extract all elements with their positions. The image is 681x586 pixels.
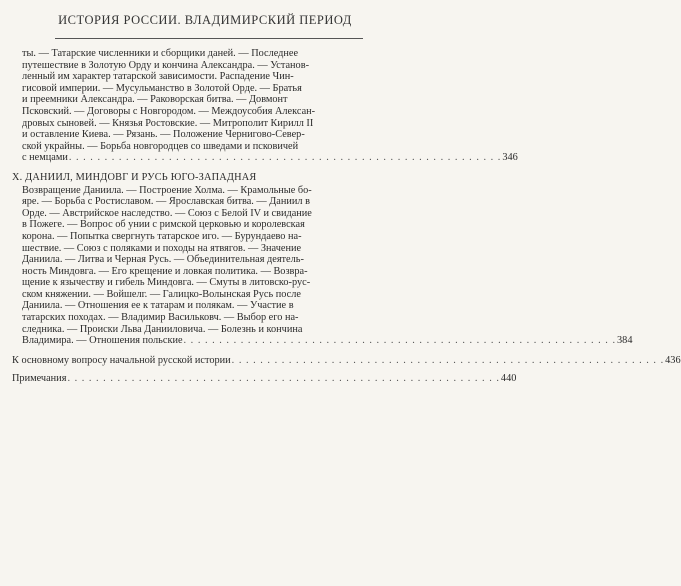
summary-last-line bbox=[22, 335, 633, 347]
entry-title: К основному вопросу начальной русской истории bbox=[12, 354, 231, 366]
dot-leader: . . . . . . . . . . . . . . . . . . . . . . . . . . . . . . . . . . . . . . . . . . . . . . . . . . . . . . . . . . . . . bbox=[68, 152, 502, 164]
entry-title: Примечания bbox=[12, 373, 67, 385]
running-header: ИСТОРИЯ РОССИИ. ВЛАДИМИРСКИЙ ПЕРИОД bbox=[58, 13, 352, 27]
summary-line: Псковский. — Договоры с Новгородом. — Междоусобия Алексан- bbox=[22, 105, 316, 117]
summary-line: Даниила. — Отношения ее к татарам и полякам. — Участие в bbox=[22, 300, 294, 312]
toc-entry-summary bbox=[12, 354, 681, 367]
entry-line bbox=[12, 354, 681, 367]
entry-line bbox=[12, 373, 517, 385]
summary-line: в Пожеге. — Вопрос об унии с римской церковью и королевская bbox=[22, 219, 305, 231]
table-of-contents bbox=[12, 48, 681, 392]
summary-line: Владимира. — Отношения польские bbox=[22, 335, 183, 347]
summary-line: ты. — Татарские численники и сборщики даней. — Последнее bbox=[22, 48, 299, 59]
dot-leader: . . . . . . . . . . . . . . . . . . . . . . . . . . . . . . . . . . . . . . . . . . . . . . . . . . . . . . . . . . . . . bbox=[231, 354, 665, 366]
summary-line: корона. — Попытка свергнуть татарское иго. — Бурундаево на- bbox=[22, 230, 302, 242]
summary-line: гисовой империи. — Мусульманство в Золотой Орде. — Братья bbox=[22, 82, 302, 94]
summary-line: с немцами bbox=[22, 152, 68, 164]
page-number: 440 bbox=[500, 373, 517, 385]
summary-line: Возвращение Даниила. — Построение Холма. — Крамольные бо- bbox=[22, 184, 312, 196]
summary-line: щение к язычеству и гибель Миндовга. — Смуты в литовско-рус- bbox=[22, 277, 311, 289]
summary-line: татарских походах. — Владимир Васильковч. — Выбор его на- bbox=[22, 312, 299, 324]
summary-line: Орде. — Австрийское наследство. — Союз с Белой IV и свидание bbox=[22, 207, 312, 219]
summary-line: ленный им характер татарской зависимости. Распадение Чин- bbox=[22, 71, 294, 83]
summary-last-line bbox=[22, 152, 518, 164]
summary-line: путешествие в Золотую Орду и кончина Александра. — Установ- bbox=[22, 59, 309, 71]
chapter-title: X. ДАНИИЛ, МИНДОВГ И РУСЬ ЮГО-ЗАПАДНАЯ bbox=[12, 171, 257, 183]
summary-line: и преемники Александра. — Раковорская битва. — Довмонт bbox=[22, 94, 288, 106]
dot-leader: . . . . . . . . . . . . . . . . . . . . . . . . . . . . . . . . . . . . . . . . . . . . . . . . . . . . . . . . . . . . . bbox=[183, 335, 617, 347]
summary-line: ность Миндовга. — Его крещение и ловкая политика. — Возвра- bbox=[22, 265, 308, 277]
toc-entry-summary bbox=[12, 373, 517, 385]
toc-entry-continuation[interactable] bbox=[12, 48, 518, 164]
toc-entry-basic-question[interactable] bbox=[12, 354, 681, 367]
page-number: 384 bbox=[617, 335, 633, 347]
page-number: 346 bbox=[502, 152, 518, 164]
header-rule bbox=[55, 38, 363, 39]
dot-leader: . . . . . . . . . . . . . . . . . . . . . . . . . . . . . . . . . . . . . . . . . . . . . . . . . . . . . . . . . . . . . bbox=[67, 373, 500, 385]
toc-entry-summary bbox=[12, 184, 633, 347]
summary-line: Даниила. — Литва и Черная Русь. — Объединительная деятель- bbox=[22, 254, 304, 266]
summary-line: следника. — Происки Льва Данииловича. — Болезнь и кончина bbox=[22, 323, 303, 335]
toc-entry-notes[interactable] bbox=[12, 373, 517, 385]
summary-line: и оставление Киева. — Рязань. — Положение Черниговo-Север- bbox=[22, 129, 305, 141]
page-number: 436 bbox=[665, 354, 681, 366]
summary-line: шествие. — Союз с поляками и походы на ятвягов. — Значение bbox=[22, 242, 302, 254]
toc-entry-summary bbox=[12, 48, 518, 164]
summary-line: дровых сыновей. — Князья Ростовские. — Митрополит Кирилл II bbox=[22, 117, 314, 129]
summary-line: ском княжении. — Войшелг. — Галицко-Волынская Русь после bbox=[22, 288, 301, 300]
summary-line: ской украйны. — Борьба новгородцев со шведами и псковичей bbox=[22, 140, 299, 152]
summary-line: яре. — Борьба с Ростиславом. — Ярославская битва. — Даниил в bbox=[22, 196, 310, 208]
toc-entry-chapter-10[interactable] bbox=[12, 171, 633, 347]
